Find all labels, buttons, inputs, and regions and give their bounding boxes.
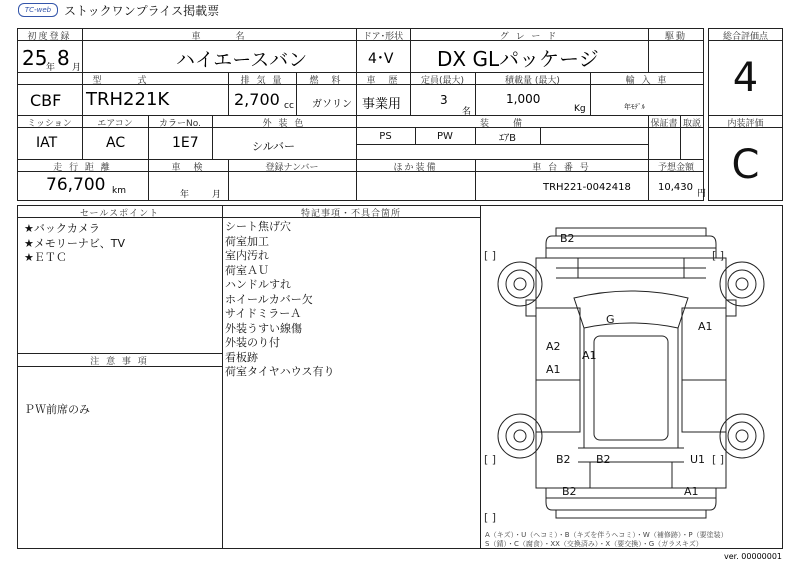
aircon-value: AC [106,135,126,151]
color-no-value: 1E7 [172,135,199,151]
interior-score-header: 内装評価 [727,119,764,129]
capacity-unit: 名 [462,107,472,117]
model-prefix-value: CBF [30,91,62,110]
remark-item: ホイールカバー欠 [225,292,313,306]
overall-score-value: 4 [732,55,759,101]
door-shape-value: 4･V [368,51,394,67]
displacement-header: 排 気 量 [240,76,284,86]
import-header: 輸 入 車 [625,76,669,86]
equipment-header: 装 備 [479,119,524,129]
remark-item: 荷室タイヤハウス有り [225,365,335,378]
damage-label: A1 [698,320,713,333]
displacement-value: 2,700 [234,90,280,109]
damage-label: B2 [556,453,571,466]
damage-label: B2 [562,485,577,498]
sales-point-item: ★バックカメラ [24,222,100,235]
mission-value: IAT [36,135,58,151]
reg-year-unit: 年 [46,63,56,73]
other-equipment-header: ほか装備 [393,163,438,173]
exterior-color-value: シルバー [252,140,295,153]
damage-label: A1 [546,363,561,376]
capacity-value: 3 [440,93,448,107]
note-item: ＰＷ前席のみ [24,403,90,416]
mileage-header: 走 行 距 離 [53,163,112,173]
reg-year: 25 [22,46,48,70]
chassis-no-header: 車 台 番 号 [532,163,591,173]
import-note: 年ﾓﾃﾞﾙ [624,103,645,111]
drive-header: 駆動 [664,32,687,42]
vehicle-damage-diagram [482,218,780,528]
sales-points-header: セールスポイント [79,209,160,219]
inspection-month-unit: 月 [212,190,222,200]
damage-label: B2 [596,453,611,466]
reg-month-unit: 月 [72,63,82,73]
logo: TC-web [18,3,58,17]
reg-month: 8 [57,46,70,70]
est-price-value: 10,430 [658,182,693,193]
car-name-header: 車 名 [191,32,247,42]
grade-value: DX GLパッケージ [437,47,599,71]
remark-item: 荷室加工 [225,234,269,248]
interior-score-value: C [731,141,760,188]
capacity-header: 定員(最大) [420,76,465,86]
remark-item: ハンドルすれ [225,278,291,291]
remark-item: 室内汚れ [225,249,269,262]
first-reg-header: 初度登録 [27,32,72,42]
document-title: ストックワンプライス掲載票 [64,4,220,18]
inspection-year-unit: 年 [180,190,190,200]
equipment-pw: PW [437,131,453,142]
car-name-value: ハイエースバン [176,49,308,71]
tire-bracket-front-left: [ ] [484,249,497,262]
model-header: 型 式 [92,76,153,86]
equipment-airbag: ｴｱB [499,133,516,144]
warranty-header: 保証書 [650,119,678,129]
tire-bracket-rear-left: [ ] [484,453,497,466]
damage-label: G [606,313,615,326]
mission-header: ミッション [27,119,72,129]
fuel-value: ガソリン [312,99,352,110]
load-header: 積載量 (最大) [505,76,560,86]
damage-label: U1 [690,453,706,466]
damage-legend-line2: S（錆）・C（腐食）・XX（交換済み）・X（要交換）・G（ガラスキズ） [485,540,703,548]
sales-points-list [24,222,125,266]
equipment-ps: PS [379,131,392,142]
remark-item: 外装うすい線傷 [225,321,302,335]
exterior-color-header: 外 装 色 [262,119,306,129]
manual-header: 取説 [682,119,701,129]
remark-item: 荷室ＡＵ [225,263,269,277]
chassis-no-value: TRH221-0042418 [543,182,631,193]
remark-item: 看板跡 [225,350,258,364]
est-price-header: 予想金額 [657,163,694,173]
inspection-header: 車 検 [171,163,205,173]
remark-item: サイドミラーＡ [225,307,302,320]
mileage-value: 76,700 [46,175,106,195]
notes-list [24,403,90,418]
sales-point-item: ★メモリーナビ、TV [24,236,125,250]
remark-item: シート焦げ穴 [225,220,291,233]
est-price-unit: 円 [697,189,707,199]
remark-item: 外装のり付 [225,336,280,349]
tire-bracket-rear-right: [ ] [712,453,725,466]
door-shape-header: ドア･形状 [362,32,404,42]
load-value: 1,000 [506,92,541,106]
damage-label: B2 [560,232,575,245]
tire-bracket-spare: [ ] [484,511,497,524]
grade-header: グ レ ー ド [499,32,559,42]
remarks-header: 特記事項・不具合箇所 [300,209,401,219]
aircon-header: エアコン [97,119,133,129]
sales-point-item: ★ＥＴＣ [24,251,67,264]
history-header: 車 歴 [366,76,400,86]
overall-score-header: 総合評価点 [722,32,768,42]
version-label: ver. 00000001 [724,552,783,561]
load-unit: Kg [574,104,586,114]
tire-bracket-front-right: [ ] [712,249,725,262]
damage-label: A1 [684,485,699,498]
remarks-list [225,220,334,380]
model-value: TRH221K [86,89,170,110]
damage-legend-line1: A（キズ）・U（ヘコミ）・B（キズを伴うヘコミ）・W（補修跡）・P（要塗装） [485,531,728,539]
fuel-header: 燃 料 [309,76,343,86]
notes-header: 注 意 事 項 [90,357,149,367]
mileage-unit: km [112,186,126,196]
damage-label: A2 [546,340,561,353]
displacement-unit: cc [284,101,294,111]
plate-header: 登録ナンバー [265,163,319,173]
history-value: 事業用 [362,97,402,112]
damage-label: A1 [582,349,597,362]
color-no-header: カラーNo. [159,119,201,129]
